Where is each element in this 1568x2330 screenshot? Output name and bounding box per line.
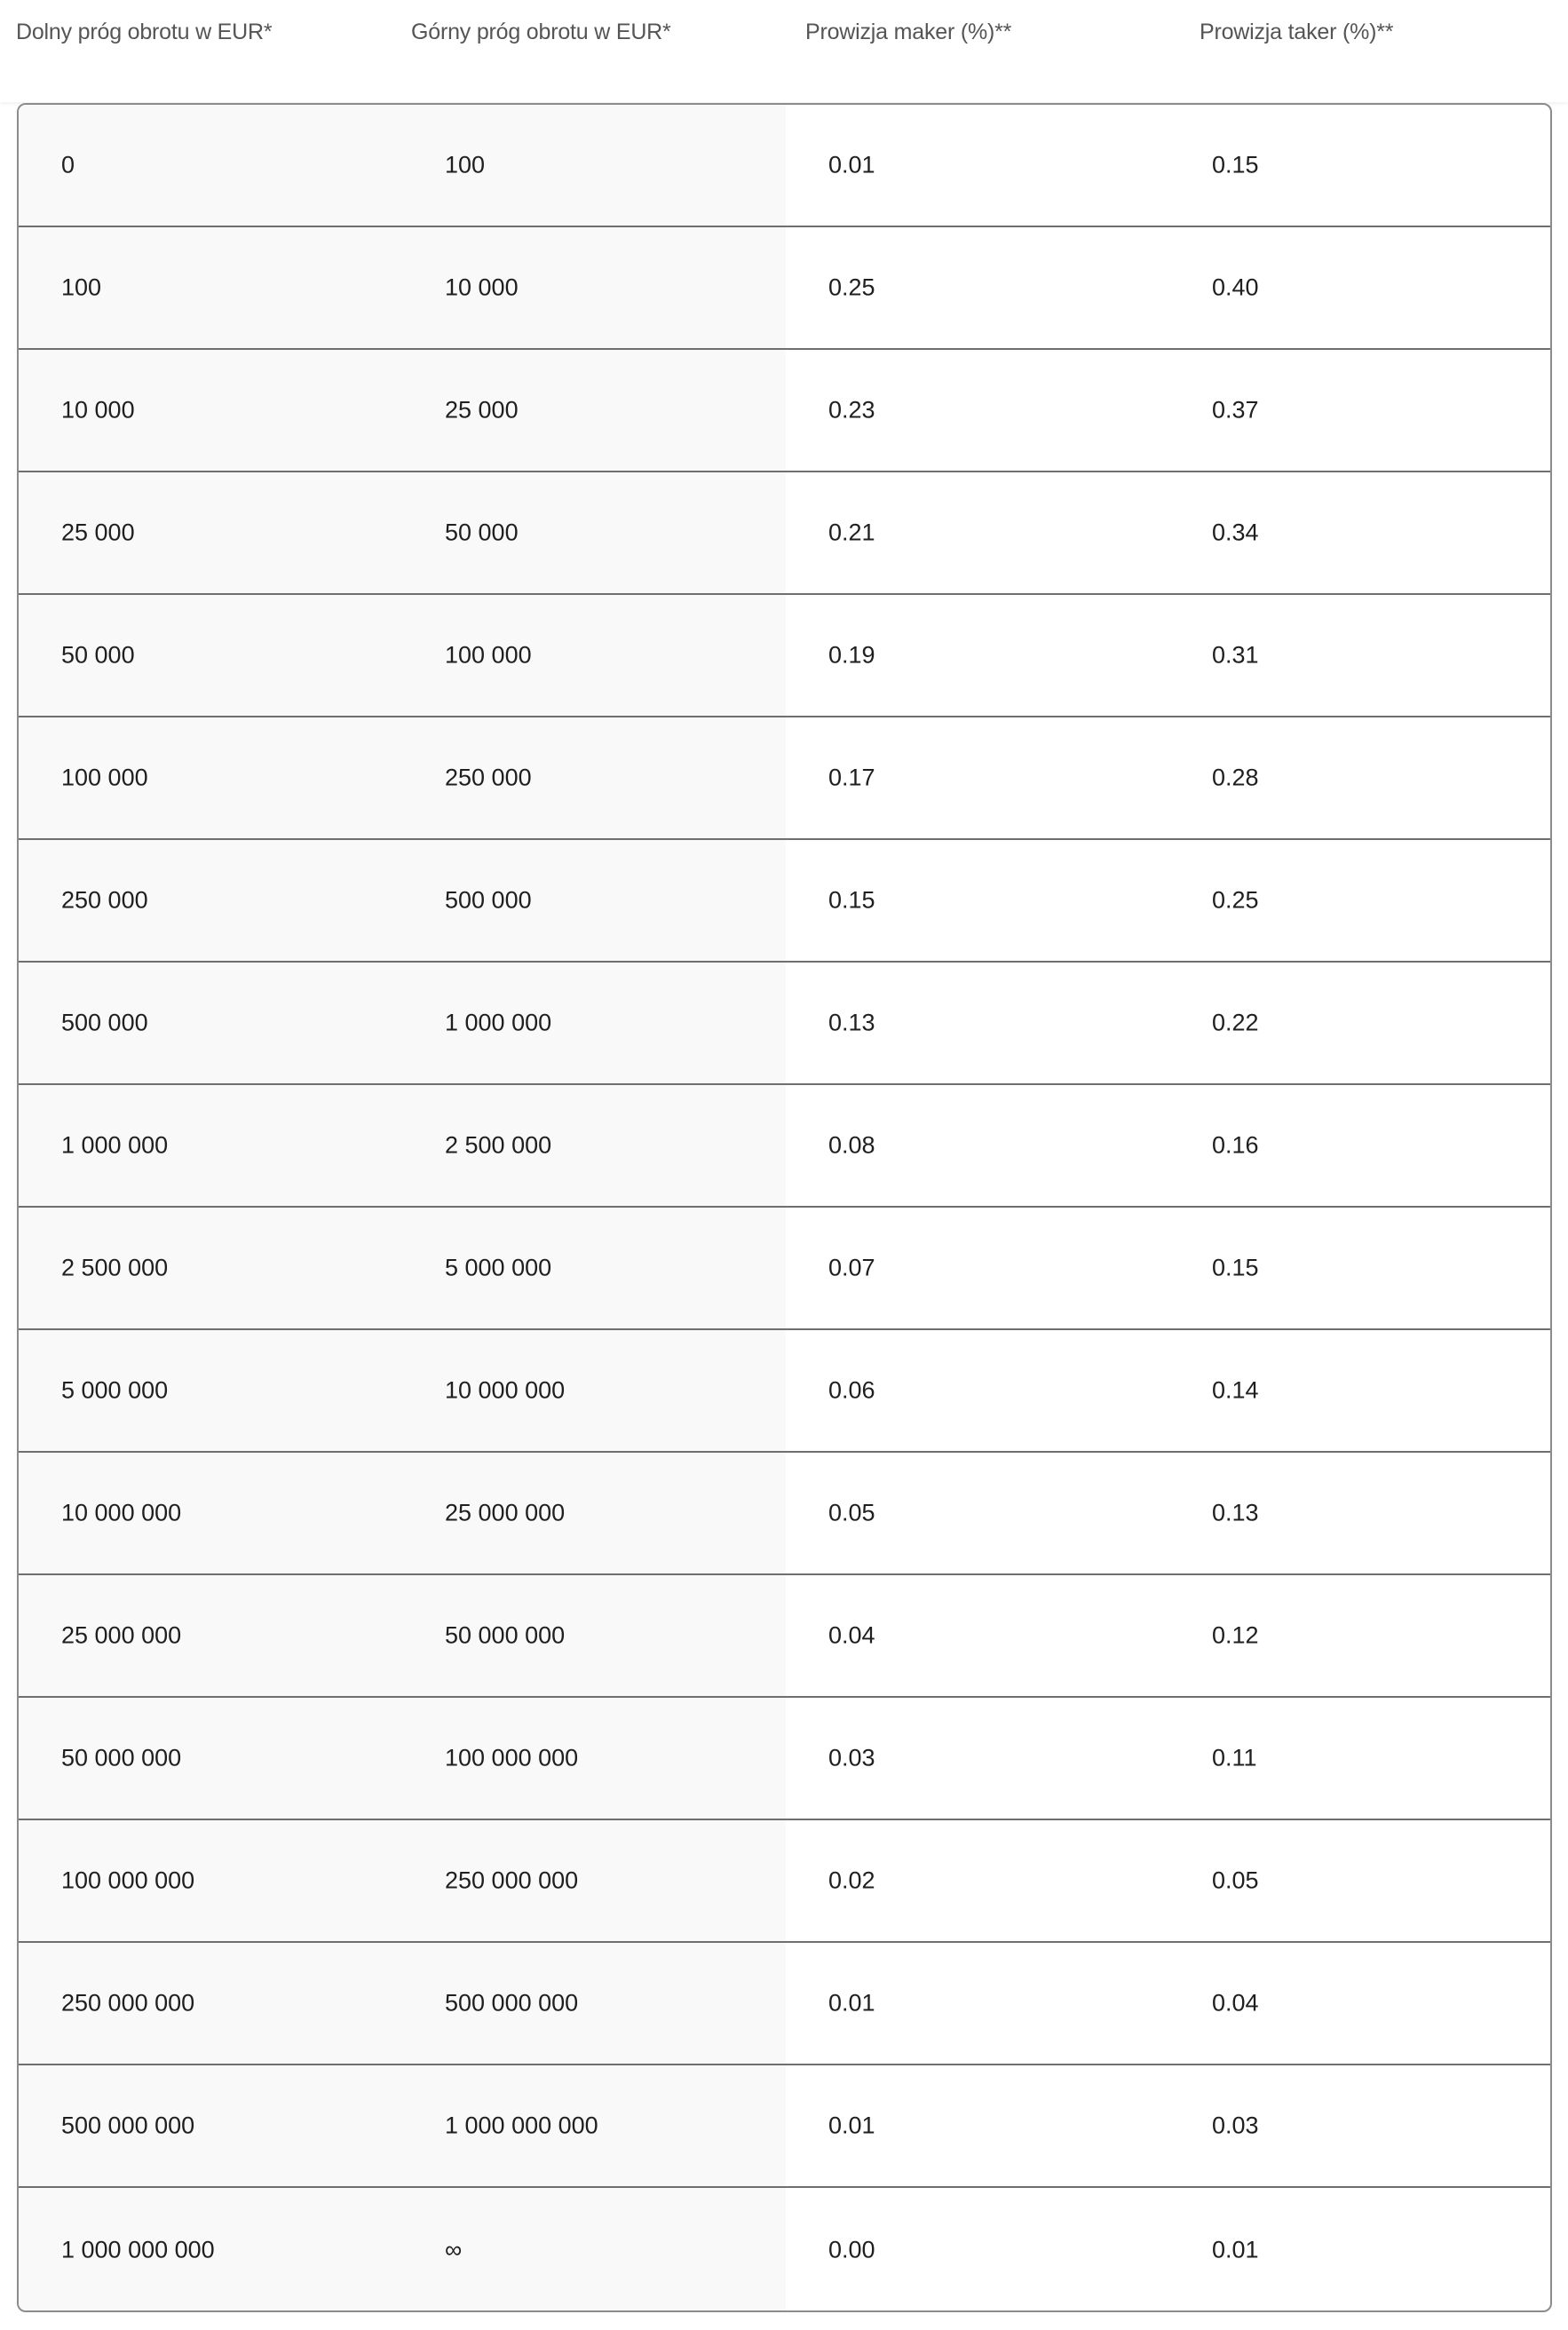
maker-fee-cell: 0.15 <box>828 886 875 914</box>
header-maker-fee: Prowizja maker (%)** <box>805 20 1012 44</box>
maker-fee-cell: 0.23 <box>828 396 875 424</box>
maker-fee-cell: 0.19 <box>828 641 875 669</box>
maker-fee-cell: 0.06 <box>828 1376 875 1404</box>
maker-fee-cell: 0.08 <box>828 1131 875 1159</box>
taker-fee-cell: 0.22 <box>1212 1009 1259 1036</box>
taker-fee-cell: 0.25 <box>1212 886 1259 914</box>
lower-threshold-cell: 0 <box>61 151 75 178</box>
lower-threshold-cell: 100 <box>61 273 102 301</box>
table-row <box>19 1208 1550 1330</box>
taker-fee-cell: 0.01 <box>1212 2236 1259 2263</box>
maker-fee-cell: 0.01 <box>828 2112 875 2139</box>
lower-threshold-cell: 100 000 <box>61 764 148 791</box>
header-upper-threshold: Górny próg obrotu w EUR* <box>411 20 671 44</box>
table-row <box>19 1820 1550 1943</box>
taker-fee-cell: 0.34 <box>1212 519 1259 546</box>
upper-threshold-cell: 1 000 000 000 <box>445 2112 598 2139</box>
taker-fee-cell: 0.12 <box>1212 1621 1259 1649</box>
taker-fee-cell: 0.40 <box>1212 273 1259 301</box>
lower-threshold-cell: 2 500 000 <box>61 1254 169 1281</box>
fee-table <box>17 103 1552 2312</box>
taker-fee-cell: 0.04 <box>1212 1989 1259 2017</box>
lower-threshold-cell: 10 000 000 <box>61 1499 182 1526</box>
header-lower-threshold: Dolny próg obrotu w EUR* <box>16 20 273 44</box>
taker-fee-cell: 0.16 <box>1212 1131 1259 1159</box>
maker-fee-cell: 0.00 <box>828 2236 875 2263</box>
upper-threshold-cell: 25 000 <box>445 396 519 424</box>
lower-threshold-cell: 50 000 000 <box>61 1744 182 1771</box>
table-row <box>19 472 1550 595</box>
taker-fee-cell: 0.37 <box>1212 396 1259 424</box>
maker-fee-cell: 0.13 <box>828 1009 875 1036</box>
taker-fee-cell: 0.11 <box>1212 1744 1257 1771</box>
table-row <box>19 1330 1550 1453</box>
upper-threshold-cell: ∞ <box>445 2236 463 2263</box>
lower-threshold-cell: 1 000 000 <box>61 1131 169 1159</box>
taker-fee-cell: 0.13 <box>1212 1499 1259 1526</box>
upper-threshold-cell: 100 000 <box>445 641 532 669</box>
taker-fee-cell: 0.31 <box>1212 641 1259 669</box>
upper-threshold-cell: 50 000 <box>445 519 519 546</box>
lower-threshold-cell: 500 000 <box>61 1009 148 1036</box>
lower-threshold-cell: 100 000 000 <box>61 1866 195 1894</box>
upper-threshold-cell: 100 000 000 <box>445 1744 579 1771</box>
lower-threshold-cell: 25 000 <box>61 519 135 546</box>
table-row <box>19 595 1550 717</box>
maker-fee-cell: 0.17 <box>828 764 875 791</box>
lower-threshold-cell: 10 000 <box>61 396 135 424</box>
table-row <box>19 2065 1550 2188</box>
table-row <box>19 717 1550 840</box>
upper-threshold-cell: 500 000 <box>445 886 532 914</box>
lower-threshold-cell: 25 000 000 <box>61 1621 182 1649</box>
table-row <box>19 227 1550 350</box>
table-row <box>19 1453 1550 1575</box>
maker-fee-cell: 0.05 <box>828 1499 875 1526</box>
upper-threshold-cell: 1 000 000 <box>445 1009 552 1036</box>
taker-fee-cell: 0.15 <box>1212 151 1259 178</box>
table-row <box>19 105 1550 227</box>
upper-threshold-cell: 50 000 000 <box>445 1621 566 1649</box>
table-row <box>19 1698 1550 1820</box>
table-row <box>19 840 1550 963</box>
maker-fee-cell: 0.03 <box>828 1744 875 1771</box>
table-header <box>0 0 1568 102</box>
table-row <box>19 1943 1550 2065</box>
table-body <box>19 105 1550 2310</box>
maker-fee-cell: 0.01 <box>828 151 875 178</box>
table-row <box>19 963 1550 1085</box>
maker-fee-cell: 0.21 <box>828 519 875 546</box>
maker-fee-cell: 0.01 <box>828 1989 875 2017</box>
header-taker-fee: Prowizja taker (%)** <box>1200 20 1394 44</box>
taker-fee-cell: 0.28 <box>1212 764 1259 791</box>
upper-threshold-cell: 5 000 000 <box>445 1254 552 1281</box>
upper-threshold-cell: 500 000 000 <box>445 1989 579 2017</box>
lower-threshold-cell: 250 000 000 <box>61 1989 195 2017</box>
maker-fee-cell: 0.04 <box>828 1621 875 1649</box>
lower-threshold-cell: 250 000 <box>61 886 148 914</box>
upper-threshold-cell: 250 000 <box>445 764 532 791</box>
taker-fee-cell: 0.14 <box>1212 1376 1259 1404</box>
taker-fee-cell: 0.03 <box>1212 2112 1259 2139</box>
upper-threshold-cell: 10 000 000 <box>445 1376 566 1404</box>
upper-threshold-cell: 100 <box>445 151 486 178</box>
upper-threshold-cell: 250 000 000 <box>445 1866 579 1894</box>
upper-threshold-cell: 10 000 <box>445 273 519 301</box>
upper-threshold-cell: 2 500 000 <box>445 1131 552 1159</box>
maker-fee-cell: 0.25 <box>828 273 875 301</box>
lower-threshold-cell: 1 000 000 000 <box>61 2236 215 2263</box>
maker-fee-cell: 0.02 <box>828 1866 875 1894</box>
taker-fee-cell: 0.05 <box>1212 1866 1259 1894</box>
table-row <box>19 1575 1550 1698</box>
maker-fee-cell: 0.07 <box>828 1254 875 1281</box>
table-row <box>19 2188 1550 2312</box>
lower-threshold-cell: 50 000 <box>61 641 135 669</box>
table-row <box>19 1085 1550 1208</box>
upper-threshold-cell: 25 000 000 <box>445 1499 566 1526</box>
lower-threshold-cell: 5 000 000 <box>61 1376 169 1404</box>
table-row <box>19 350 1550 472</box>
lower-threshold-cell: 500 000 000 <box>61 2112 195 2139</box>
taker-fee-cell: 0.15 <box>1212 1254 1259 1281</box>
